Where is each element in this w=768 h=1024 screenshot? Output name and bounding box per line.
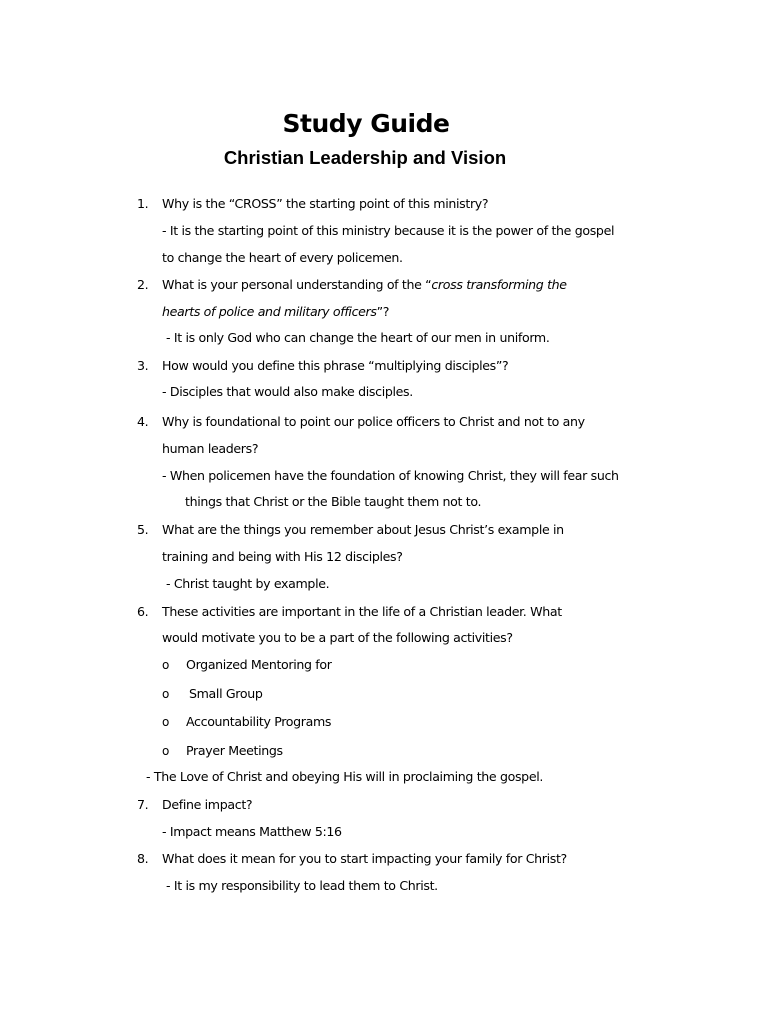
- question-number-1: 1.: [137, 196, 149, 211]
- answer-1-line-1: - It is the starting point of this ministry because it is the power of the gospel: [162, 223, 615, 238]
- question-2-line-2: [162, 303, 389, 321]
- question-2-line-1: [162, 276, 567, 294]
- bullet-marker: o: [162, 658, 169, 672]
- question-7-text: Define impact?: [162, 797, 253, 812]
- question-6-line-2: would motivate you to be a part of the following activities?: [162, 630, 513, 645]
- answer-7: - Impact means Matthew 5:16: [162, 824, 342, 839]
- question-3-text: How would you define this phrase “multiplying disciples”?: [162, 358, 509, 373]
- question-2-line-2-emphasis: hearts of police and military officers: [162, 304, 377, 319]
- question-2-line-1-text: What is your personal understanding of the “: [162, 277, 432, 292]
- answer-4-line-1: - When policemen have the foundation of knowing Christ, they will fear such: [162, 468, 619, 483]
- answer-2: - It is only God who can change the heart of our men in uniform.: [166, 330, 550, 345]
- answer-1-line-2: to change the heart of every policemen.: [162, 250, 403, 265]
- question-2-line-2-text: ”?: [376, 304, 390, 319]
- page-title: Study Guide: [282, 109, 450, 138]
- bullet-marker: o: [162, 715, 169, 729]
- question-5-line-2: training and being with His 12 disciples?: [162, 549, 403, 564]
- bullet-item-small-group: Small Group: [189, 686, 263, 701]
- bullet-item-prayer: Prayer Meetings: [186, 743, 283, 758]
- bullet-marker: o: [162, 687, 169, 701]
- question-2-line-1-emphasis: cross transforming the: [431, 277, 567, 292]
- question-number-7: 7.: [137, 797, 149, 812]
- question-5-line-1: What are the things you remember about Jesus Christ’s example in: [162, 522, 564, 537]
- bullet-item-mentoring: Organized Mentoring for: [186, 657, 332, 672]
- answer-8: - It is my responsibility to lead them to Christ.: [166, 878, 438, 893]
- answer-5: - Christ taught by example.: [166, 576, 330, 591]
- answer-6: - The Love of Christ and obeying His will in proclaiming the gospel.: [146, 769, 544, 784]
- question-number-5: 5.: [137, 522, 149, 537]
- question-number-3: 3.: [137, 358, 149, 373]
- answer-4-line-2: things that Christ or the Bible taught them not to.: [185, 494, 482, 509]
- question-4-line-2: human leaders?: [162, 441, 259, 456]
- question-number-8: 8.: [137, 851, 149, 866]
- question-number-6: 6.: [137, 604, 149, 619]
- bullet-marker: o: [162, 744, 169, 758]
- question-number-4: 4.: [137, 414, 149, 429]
- question-1-text: Why is the “CROSS” the starting point of this ministry?: [162, 196, 489, 211]
- question-6-line-1: These activities are important in the life of a Christian leader. What: [162, 604, 562, 619]
- question-8-text: What does it mean for you to start impacting your family for Christ?: [162, 851, 567, 866]
- bullet-item-accountability: Accountability Programs: [186, 714, 332, 729]
- question-number-2: 2.: [137, 277, 149, 292]
- question-4-line-1: Why is foundational to point our police officers to Christ and not to any: [162, 414, 585, 429]
- answer-3: - Disciples that would also make disciples.: [162, 384, 413, 399]
- page-subtitle: Christian Leadership and Vision: [223, 147, 507, 168]
